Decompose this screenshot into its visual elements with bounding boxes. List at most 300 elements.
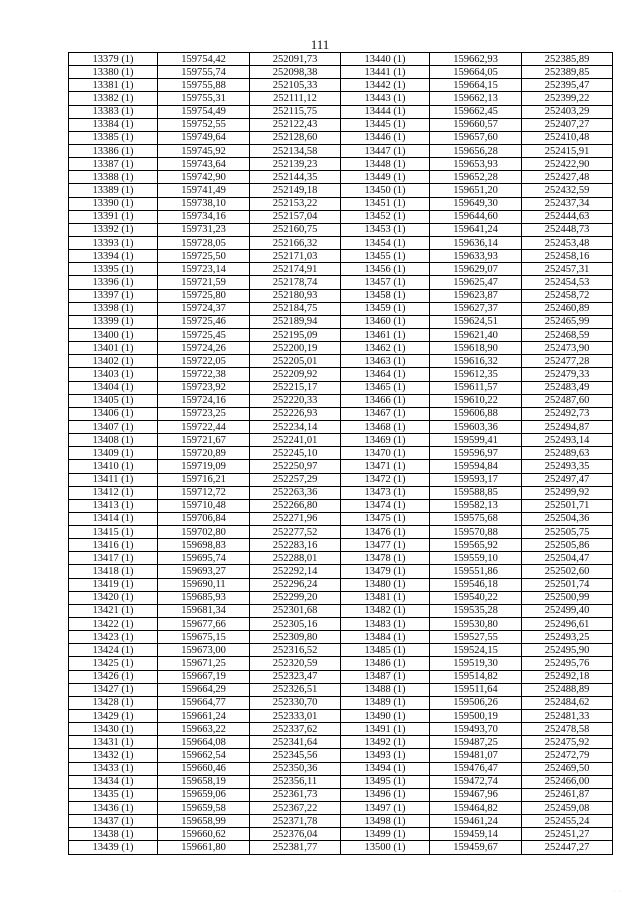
right-point-number-cell: 13466 (1) (341, 394, 430, 407)
left-point-number-cell: 13412 (1) (69, 486, 158, 499)
right-point-number-cell: 13500 (1) (341, 841, 430, 854)
left-x-coordinate-cell: 159662,54 (158, 749, 250, 762)
left-x-coordinate-cell: 159745,92 (158, 144, 250, 157)
table-row (69, 578, 613, 591)
left-y-coordinate-cell: 252128,60 (250, 131, 341, 144)
right-x-coordinate-cell: 159664,05 (430, 66, 522, 79)
left-y-coordinate-cell: 252171,03 (250, 250, 341, 263)
table-row (69, 394, 613, 407)
left-y-coordinate-cell: 252263,36 (250, 486, 341, 499)
table-row (69, 368, 613, 381)
left-x-coordinate-cell: 159660,46 (158, 762, 250, 775)
right-y-coordinate-cell: 252493,14 (522, 434, 613, 447)
right-y-coordinate-cell: 252504,36 (522, 512, 613, 525)
left-y-coordinate-cell: 252134,58 (250, 144, 341, 157)
left-point-number-cell: 13430 (1) (69, 723, 158, 736)
table-row (69, 250, 613, 263)
table-row (69, 683, 613, 696)
right-x-coordinate-cell: 159511,64 (430, 683, 522, 696)
left-point-number-cell: 13400 (1) (69, 328, 158, 341)
left-x-coordinate-cell: 159741,49 (158, 184, 250, 197)
left-x-coordinate-cell: 159722,38 (158, 368, 250, 381)
right-x-coordinate-cell: 159596,97 (430, 447, 522, 460)
left-x-coordinate-cell: 159693,27 (158, 565, 250, 578)
right-x-coordinate-cell: 159662,45 (430, 105, 522, 118)
right-y-coordinate-cell: 252385,89 (522, 53, 613, 66)
right-y-coordinate-cell: 252466,00 (522, 775, 613, 788)
left-y-coordinate-cell: 252337,62 (250, 723, 341, 736)
scan-mark: · · (613, 889, 622, 895)
right-point-number-cell: 13463 (1) (341, 355, 430, 368)
table-row (69, 736, 613, 749)
right-point-number-cell: 13467 (1) (341, 407, 430, 420)
right-x-coordinate-cell: 159621,40 (430, 328, 522, 341)
right-point-number-cell: 13485 (1) (341, 644, 430, 657)
left-y-coordinate-cell: 252149,18 (250, 184, 341, 197)
right-y-coordinate-cell: 252447,27 (522, 841, 613, 854)
right-y-coordinate-cell: 252497,47 (522, 473, 613, 486)
table-row (69, 53, 613, 66)
table-row (69, 131, 613, 144)
left-point-number-cell: 13385 (1) (69, 131, 158, 144)
right-x-coordinate-cell: 159487,25 (430, 736, 522, 749)
right-y-coordinate-cell: 252500,99 (522, 591, 613, 604)
left-point-number-cell: 13426 (1) (69, 670, 158, 683)
right-point-number-cell: 13448 (1) (341, 158, 430, 171)
right-point-number-cell: 13498 (1) (341, 815, 430, 828)
table-row (69, 723, 613, 736)
right-x-coordinate-cell: 159588,85 (430, 486, 522, 499)
left-y-coordinate-cell: 252245,10 (250, 447, 341, 460)
right-y-coordinate-cell: 252458,72 (522, 289, 613, 302)
left-x-coordinate-cell: 159742,90 (158, 171, 250, 184)
left-point-number-cell: 13392 (1) (69, 223, 158, 236)
table-row (69, 197, 613, 210)
right-x-coordinate-cell: 159664,15 (430, 79, 522, 92)
left-y-coordinate-cell: 252220,33 (250, 394, 341, 407)
right-y-coordinate-cell: 252484,62 (522, 696, 613, 709)
right-x-coordinate-cell: 159493,70 (430, 723, 522, 736)
left-x-coordinate-cell: 159743,64 (158, 158, 250, 171)
left-y-coordinate-cell: 252215,17 (250, 381, 341, 394)
right-x-coordinate-cell: 159610,22 (430, 394, 522, 407)
right-x-coordinate-cell: 159624,51 (430, 315, 522, 328)
table-row (69, 670, 613, 683)
table-row (69, 302, 613, 315)
left-point-number-cell: 13389 (1) (69, 184, 158, 197)
left-x-coordinate-cell: 159754,42 (158, 53, 250, 66)
left-y-coordinate-cell: 252301,68 (250, 604, 341, 617)
right-x-coordinate-cell: 159559,10 (430, 552, 522, 565)
left-x-coordinate-cell: 159660,62 (158, 828, 250, 841)
left-y-coordinate-cell: 252241,01 (250, 434, 341, 447)
left-y-coordinate-cell: 252153,22 (250, 197, 341, 210)
right-y-coordinate-cell: 252494,87 (522, 420, 613, 433)
left-point-number-cell: 13433 (1) (69, 762, 158, 775)
right-point-number-cell: 13494 (1) (341, 762, 430, 775)
right-point-number-cell: 13480 (1) (341, 578, 430, 591)
table-row (69, 92, 613, 105)
left-point-number-cell: 13434 (1) (69, 775, 158, 788)
right-x-coordinate-cell: 159551,86 (430, 565, 522, 578)
right-y-coordinate-cell: 252479,33 (522, 368, 613, 381)
table-row (69, 618, 613, 631)
left-x-coordinate-cell: 159675,15 (158, 631, 250, 644)
left-point-number-cell: 13437 (1) (69, 815, 158, 828)
right-point-number-cell: 13454 (1) (341, 236, 430, 249)
left-x-coordinate-cell: 159755,74 (158, 66, 250, 79)
table-row (69, 552, 613, 565)
right-y-coordinate-cell: 252495,76 (522, 657, 613, 670)
right-x-coordinate-cell: 159662,13 (430, 92, 522, 105)
left-point-number-cell: 13436 (1) (69, 802, 158, 815)
left-point-number-cell: 13402 (1) (69, 355, 158, 368)
right-point-number-cell: 13484 (1) (341, 631, 430, 644)
left-point-number-cell: 13431 (1) (69, 736, 158, 749)
left-point-number-cell: 13395 (1) (69, 263, 158, 276)
right-y-coordinate-cell: 252505,75 (522, 526, 613, 539)
left-y-coordinate-cell: 252139,23 (250, 158, 341, 171)
left-x-coordinate-cell: 159716,21 (158, 473, 250, 486)
left-x-coordinate-cell: 159712,72 (158, 486, 250, 499)
table-row (69, 565, 613, 578)
right-x-coordinate-cell: 159652,28 (430, 171, 522, 184)
left-y-coordinate-cell: 252330,70 (250, 696, 341, 709)
left-x-coordinate-cell: 159722,05 (158, 355, 250, 368)
right-x-coordinate-cell: 159603,36 (430, 420, 522, 433)
left-y-coordinate-cell: 252105,33 (250, 79, 341, 92)
right-point-number-cell: 13474 (1) (341, 499, 430, 512)
right-point-number-cell: 13471 (1) (341, 460, 430, 473)
left-point-number-cell: 13405 (1) (69, 394, 158, 407)
left-x-coordinate-cell: 159698,83 (158, 539, 250, 552)
left-y-coordinate-cell: 252122,43 (250, 118, 341, 131)
left-y-coordinate-cell: 252371,78 (250, 815, 341, 828)
left-x-coordinate-cell: 159719,09 (158, 460, 250, 473)
left-x-coordinate-cell: 159752,55 (158, 118, 250, 131)
table-row (69, 828, 613, 841)
right-point-number-cell: 13477 (1) (341, 539, 430, 552)
right-y-coordinate-cell: 252501,74 (522, 578, 613, 591)
left-x-coordinate-cell: 159722,44 (158, 420, 250, 433)
left-x-coordinate-cell: 159664,08 (158, 736, 250, 749)
right-x-coordinate-cell: 159575,68 (430, 512, 522, 525)
table-row (69, 631, 613, 644)
right-y-coordinate-cell: 252395,47 (522, 79, 613, 92)
right-y-coordinate-cell: 252455,24 (522, 815, 613, 828)
right-point-number-cell: 13468 (1) (341, 420, 430, 433)
left-y-coordinate-cell: 252144,35 (250, 171, 341, 184)
right-y-coordinate-cell: 252458,16 (522, 250, 613, 263)
left-x-coordinate-cell: 159667,19 (158, 670, 250, 683)
right-point-number-cell: 13455 (1) (341, 250, 430, 263)
left-point-number-cell: 13386 (1) (69, 144, 158, 157)
right-x-coordinate-cell: 159461,24 (430, 815, 522, 828)
table-row (69, 434, 613, 447)
left-point-number-cell: 13399 (1) (69, 315, 158, 328)
left-point-number-cell: 13416 (1) (69, 539, 158, 552)
left-x-coordinate-cell: 159664,77 (158, 696, 250, 709)
table-row (69, 788, 613, 801)
right-x-coordinate-cell: 159582,13 (430, 499, 522, 512)
right-x-coordinate-cell: 159623,87 (430, 289, 522, 302)
left-point-number-cell: 13384 (1) (69, 118, 158, 131)
left-y-coordinate-cell: 252320,59 (250, 657, 341, 670)
right-y-coordinate-cell: 252460,89 (522, 302, 613, 315)
table-row (69, 591, 613, 604)
left-x-coordinate-cell: 159725,45 (158, 328, 250, 341)
left-point-number-cell: 13403 (1) (69, 368, 158, 381)
table-row (69, 486, 613, 499)
left-y-coordinate-cell: 252356,11 (250, 775, 341, 788)
right-x-coordinate-cell: 159611,57 (430, 381, 522, 394)
left-point-number-cell: 13419 (1) (69, 578, 158, 591)
right-x-coordinate-cell: 159653,93 (430, 158, 522, 171)
table-row (69, 342, 613, 355)
right-x-coordinate-cell: 159606,88 (430, 407, 522, 420)
left-y-coordinate-cell: 252296,24 (250, 578, 341, 591)
right-point-number-cell: 13465 (1) (341, 381, 430, 394)
right-point-number-cell: 13499 (1) (341, 828, 430, 841)
table-row (69, 460, 613, 473)
left-point-number-cell: 13429 (1) (69, 710, 158, 723)
left-point-number-cell: 13391 (1) (69, 210, 158, 223)
right-y-coordinate-cell: 252457,31 (522, 263, 613, 276)
right-x-coordinate-cell: 159459,67 (430, 841, 522, 854)
left-point-number-cell: 13381 (1) (69, 79, 158, 92)
table-row (69, 657, 613, 670)
left-y-coordinate-cell: 252292,14 (250, 565, 341, 578)
left-x-coordinate-cell: 159677,66 (158, 618, 250, 631)
right-x-coordinate-cell: 159594,84 (430, 460, 522, 473)
right-x-coordinate-cell: 159660,57 (430, 118, 522, 131)
right-point-number-cell: 13493 (1) (341, 749, 430, 762)
left-point-number-cell: 13425 (1) (69, 657, 158, 670)
left-x-coordinate-cell: 159681,34 (158, 604, 250, 617)
right-y-coordinate-cell: 252451,27 (522, 828, 613, 841)
left-point-number-cell: 13432 (1) (69, 749, 158, 762)
left-x-coordinate-cell: 159695,74 (158, 552, 250, 565)
right-y-coordinate-cell: 252492,73 (522, 407, 613, 420)
left-point-number-cell: 13424 (1) (69, 644, 158, 657)
left-x-coordinate-cell: 159755,31 (158, 92, 250, 105)
left-x-coordinate-cell: 159702,80 (158, 526, 250, 539)
table-row (69, 381, 613, 394)
right-y-coordinate-cell: 252499,40 (522, 604, 613, 617)
right-x-coordinate-cell: 159472,74 (430, 775, 522, 788)
right-point-number-cell: 13482 (1) (341, 604, 430, 617)
left-x-coordinate-cell: 159659,06 (158, 788, 250, 801)
right-point-number-cell: 13492 (1) (341, 736, 430, 749)
left-point-number-cell: 13409 (1) (69, 447, 158, 460)
left-point-number-cell: 13393 (1) (69, 236, 158, 249)
right-x-coordinate-cell: 159459,14 (430, 828, 522, 841)
left-y-coordinate-cell: 252250,97 (250, 460, 341, 473)
left-point-number-cell: 13422 (1) (69, 618, 158, 631)
right-point-number-cell: 13461 (1) (341, 328, 430, 341)
right-y-coordinate-cell: 252448,73 (522, 223, 613, 236)
table-row (69, 526, 613, 539)
left-x-coordinate-cell: 159724,37 (158, 302, 250, 315)
right-y-coordinate-cell: 252483,49 (522, 381, 613, 394)
table-row (69, 407, 613, 420)
left-point-number-cell: 13417 (1) (69, 552, 158, 565)
table-row (69, 644, 613, 657)
right-x-coordinate-cell: 159612,35 (430, 368, 522, 381)
left-point-number-cell: 13415 (1) (69, 526, 158, 539)
right-x-coordinate-cell: 159593,17 (430, 473, 522, 486)
right-x-coordinate-cell: 159629,07 (430, 263, 522, 276)
left-point-number-cell: 13396 (1) (69, 276, 158, 289)
table-row (69, 841, 613, 854)
left-y-coordinate-cell: 252180,93 (250, 289, 341, 302)
left-y-coordinate-cell: 252316,52 (250, 644, 341, 657)
right-y-coordinate-cell: 252422,90 (522, 158, 613, 171)
table-row (69, 499, 613, 512)
table-row (69, 512, 613, 525)
right-y-coordinate-cell: 252495,90 (522, 644, 613, 657)
left-y-coordinate-cell: 252350,36 (250, 762, 341, 775)
right-x-coordinate-cell: 159651,20 (430, 184, 522, 197)
left-point-number-cell: 13410 (1) (69, 460, 158, 473)
left-point-number-cell: 13379 (1) (69, 53, 158, 66)
right-point-number-cell: 13462 (1) (341, 342, 430, 355)
right-point-number-cell: 13451 (1) (341, 197, 430, 210)
left-x-coordinate-cell: 159720,89 (158, 447, 250, 460)
coordinates-table-body (69, 53, 613, 855)
right-point-number-cell: 13464 (1) (341, 368, 430, 381)
left-point-number-cell: 13404 (1) (69, 381, 158, 394)
table-row (69, 710, 613, 723)
table-row (69, 802, 613, 815)
left-x-coordinate-cell: 159706,84 (158, 512, 250, 525)
left-y-coordinate-cell: 252111,12 (250, 92, 341, 105)
right-y-coordinate-cell: 252473,90 (522, 342, 613, 355)
left-point-number-cell: 13408 (1) (69, 434, 158, 447)
right-x-coordinate-cell: 159649,30 (430, 197, 522, 210)
right-y-coordinate-cell: 252454,53 (522, 276, 613, 289)
right-point-number-cell: 13479 (1) (341, 565, 430, 578)
right-y-coordinate-cell: 252399,22 (522, 92, 613, 105)
right-y-coordinate-cell: 252499,92 (522, 486, 613, 499)
left-x-coordinate-cell: 159728,05 (158, 236, 250, 249)
left-x-coordinate-cell: 159754,49 (158, 105, 250, 118)
table-row (69, 447, 613, 460)
right-point-number-cell: 13481 (1) (341, 591, 430, 604)
right-y-coordinate-cell: 252461,87 (522, 788, 613, 801)
left-x-coordinate-cell: 159658,99 (158, 815, 250, 828)
table-row (69, 171, 613, 184)
left-y-coordinate-cell: 252376,04 (250, 828, 341, 841)
left-x-coordinate-cell: 159749,64 (158, 131, 250, 144)
right-point-number-cell: 13476 (1) (341, 526, 430, 539)
right-y-coordinate-cell: 252427,48 (522, 171, 613, 184)
left-y-coordinate-cell: 252234,14 (250, 420, 341, 433)
left-y-coordinate-cell: 252299,20 (250, 591, 341, 604)
left-y-coordinate-cell: 252200,19 (250, 342, 341, 355)
right-x-coordinate-cell: 159481,07 (430, 749, 522, 762)
left-y-coordinate-cell: 252209,92 (250, 368, 341, 381)
left-point-number-cell: 13439 (1) (69, 841, 158, 854)
right-x-coordinate-cell: 159636,14 (430, 236, 522, 249)
right-point-number-cell: 13442 (1) (341, 79, 430, 92)
right-point-number-cell: 13495 (1) (341, 775, 430, 788)
right-point-number-cell: 13453 (1) (341, 223, 430, 236)
right-y-coordinate-cell: 252403,29 (522, 105, 613, 118)
table-row (69, 158, 613, 171)
right-y-coordinate-cell: 252468,59 (522, 328, 613, 341)
left-point-number-cell: 13380 (1) (69, 66, 158, 79)
left-y-coordinate-cell: 252367,22 (250, 802, 341, 815)
left-y-coordinate-cell: 252091,73 (250, 53, 341, 66)
left-point-number-cell: 13401 (1) (69, 342, 158, 355)
left-x-coordinate-cell: 159725,50 (158, 250, 250, 263)
right-x-coordinate-cell: 159657,60 (430, 131, 522, 144)
left-point-number-cell: 13382 (1) (69, 92, 158, 105)
right-point-number-cell: 13441 (1) (341, 66, 430, 79)
right-x-coordinate-cell: 159570,88 (430, 526, 522, 539)
left-y-coordinate-cell: 252345,56 (250, 749, 341, 762)
left-y-coordinate-cell: 252184,75 (250, 302, 341, 315)
table-row (69, 420, 613, 433)
left-y-coordinate-cell: 252226,93 (250, 407, 341, 420)
right-point-number-cell: 13483 (1) (341, 618, 430, 631)
right-x-coordinate-cell: 159662,93 (430, 53, 522, 66)
left-y-coordinate-cell: 252277,52 (250, 526, 341, 539)
right-x-coordinate-cell: 159641,24 (430, 223, 522, 236)
table-row (69, 815, 613, 828)
right-point-number-cell: 13496 (1) (341, 788, 430, 801)
table-row (69, 315, 613, 328)
right-y-coordinate-cell: 252472,79 (522, 749, 613, 762)
table-row (69, 473, 613, 486)
right-point-number-cell: 13458 (1) (341, 289, 430, 302)
left-x-coordinate-cell: 159724,16 (158, 394, 250, 407)
table-row (69, 184, 613, 197)
left-x-coordinate-cell: 159659,58 (158, 802, 250, 815)
right-point-number-cell: 13472 (1) (341, 473, 430, 486)
right-x-coordinate-cell: 159627,37 (430, 302, 522, 315)
left-x-coordinate-cell: 159661,24 (158, 710, 250, 723)
left-y-coordinate-cell: 252288,01 (250, 552, 341, 565)
table-row (69, 289, 613, 302)
left-point-number-cell: 13420 (1) (69, 591, 158, 604)
right-y-coordinate-cell: 252487,60 (522, 394, 613, 407)
right-y-coordinate-cell: 252481,33 (522, 710, 613, 723)
table-row (69, 118, 613, 131)
right-point-number-cell: 13440 (1) (341, 53, 430, 66)
right-y-coordinate-cell: 252478,58 (522, 723, 613, 736)
left-point-number-cell: 13423 (1) (69, 631, 158, 644)
right-point-number-cell: 13488 (1) (341, 683, 430, 696)
right-x-coordinate-cell: 159519,30 (430, 657, 522, 670)
right-y-coordinate-cell: 252489,63 (522, 447, 613, 460)
left-point-number-cell: 13397 (1) (69, 289, 158, 302)
right-point-number-cell: 13449 (1) (341, 171, 430, 184)
right-y-coordinate-cell: 252505,86 (522, 539, 613, 552)
right-point-number-cell: 13478 (1) (341, 552, 430, 565)
right-x-coordinate-cell: 159644,60 (430, 210, 522, 223)
left-y-coordinate-cell: 252309,80 (250, 631, 341, 644)
right-y-coordinate-cell: 252415,91 (522, 144, 613, 157)
left-x-coordinate-cell: 159734,16 (158, 210, 250, 223)
left-point-number-cell: 13411 (1) (69, 473, 158, 486)
table-row (69, 223, 613, 236)
table-row (69, 276, 613, 289)
left-point-number-cell: 13428 (1) (69, 696, 158, 709)
left-y-coordinate-cell: 252266,80 (250, 499, 341, 512)
right-x-coordinate-cell: 159540,22 (430, 591, 522, 604)
